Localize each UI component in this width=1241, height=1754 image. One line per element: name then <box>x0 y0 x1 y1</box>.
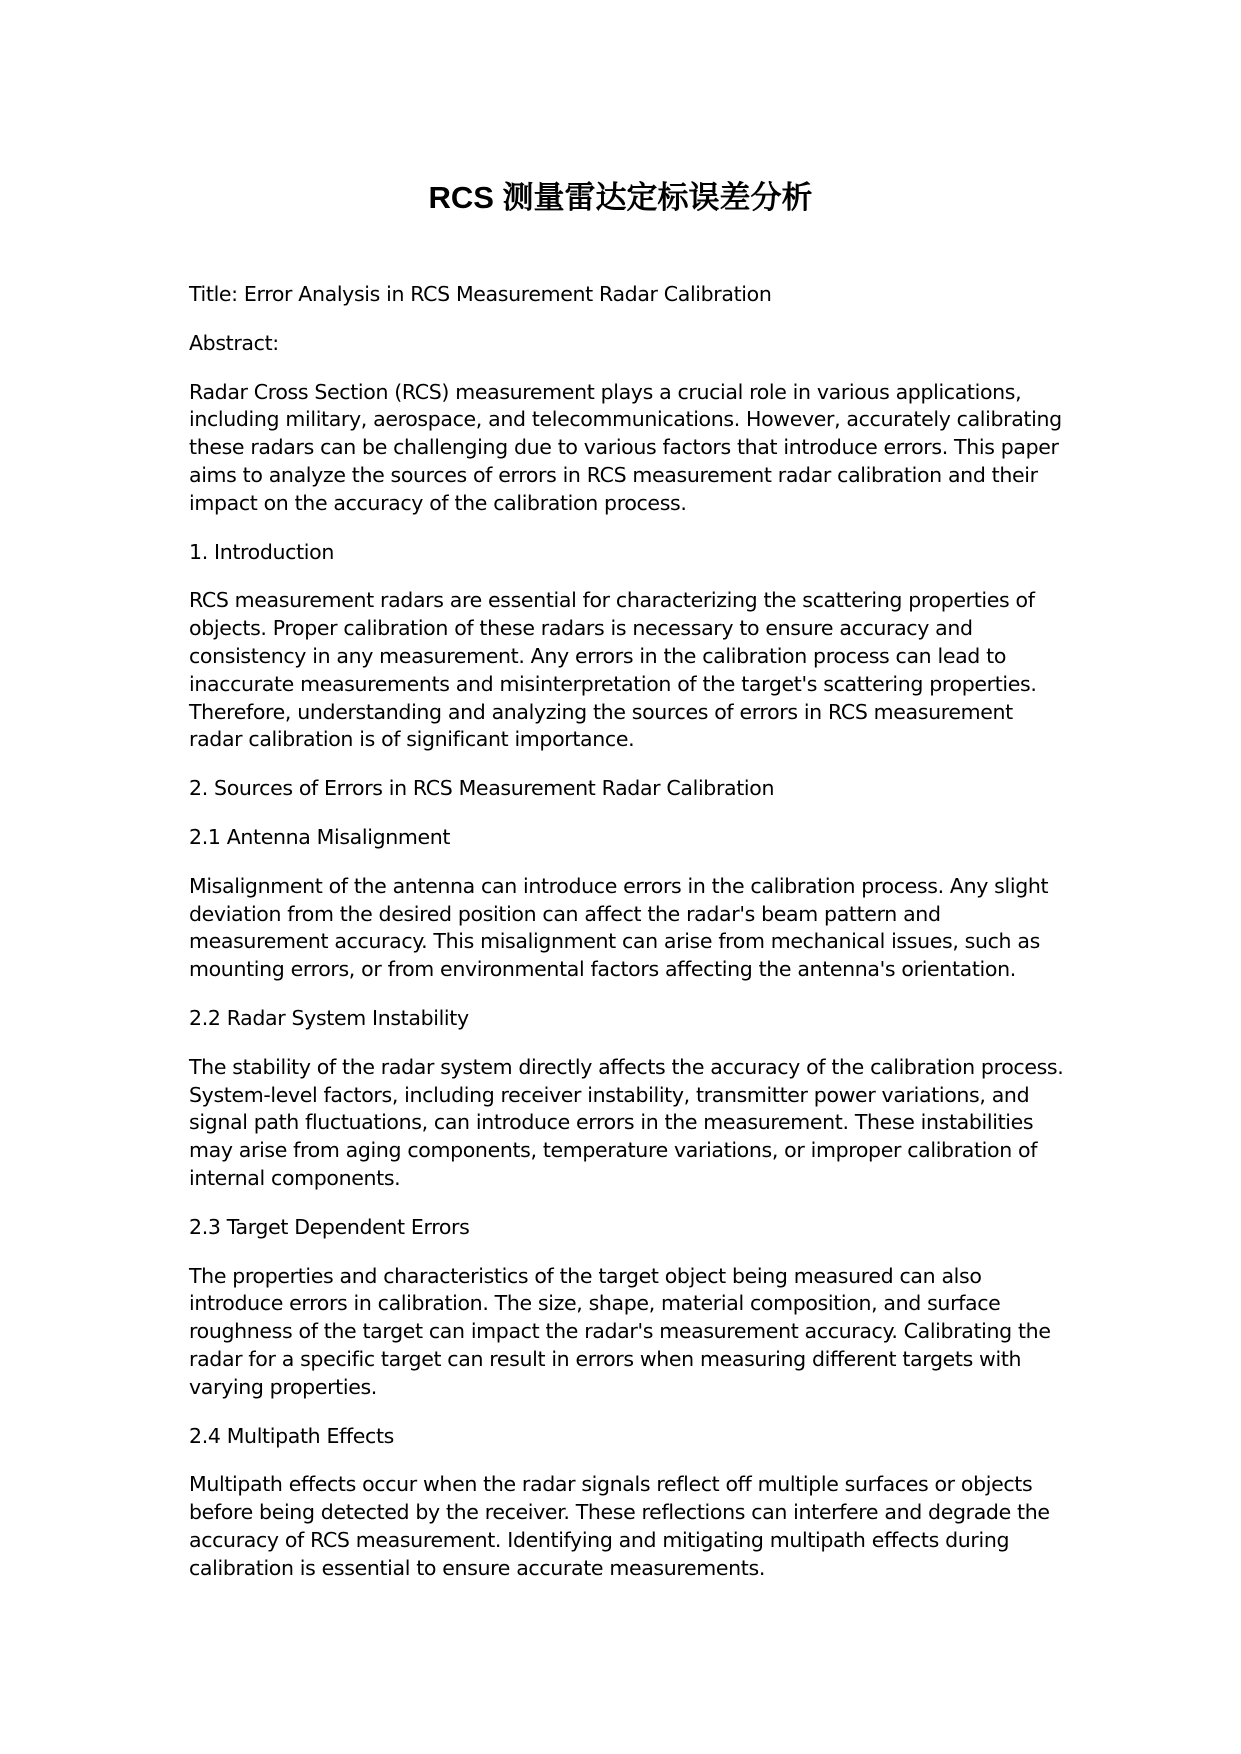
target-dependent-errors-paragraph: The properties and characteristics of the target object being measured can also introduce errors in calibration. The size, shape, material composition, and surface roughness of the target can impact the radar's measurement accuracy. Calibrating the radar for a specific target can result in errors when measuring different targets with varying properties. <box>189 1263 1051 1399</box>
abstract-heading: Abstract: <box>189 330 279 355</box>
title-line: Title: Error Analysis in RCS Measurement Radar Calibration <box>189 282 772 306</box>
radar-system-instability-paragraph: The stability of the radar system directly affects the accuracy of the calibration process. System-level factors, including receiver instability, transmitter power variations, and signal path fluctuations, can introduce errors in the measurement. These instabilities may arise from aging components, temperature variations, or improper calibration of internal components. <box>189 1054 1064 1190</box>
subsection-heading-target-dependent-errors: 2.3 Target Dependent Errors <box>189 1214 470 1239</box>
subsection-heading-radar-system-instability: 2.2 Radar System Instability <box>189 1005 469 1030</box>
introduction-paragraph: RCS measurement radars are essential for characterizing the scattering properties of objects. Proper calibration of these radars is necessary to ensure accuracy and consistency in any measurement. Any errors in the calibration process can lead to inaccurate measurements and misinterpretation of the target's scattering properties. Therefore, understanding and analyzing the sources of errors in RCS measurement radar calibration is of significant importance. <box>189 588 1037 752</box>
section-heading-introduction: 1. Introduction <box>189 539 334 564</box>
abstract-paragraph: Radar Cross Section (RCS) measurement plays a crucial role in various applications, including military, aerospace, and telecommunications. However, accurately calibrating these radars can be challenging due to various factors that introduce errors. This paper aims to analyze the sources of errors in RCS measurement radar calibration and their impact on the accuracy of the calibration process. <box>189 379 1062 515</box>
subsection-heading-multipath-effects: 2.4 Multipath Effects <box>189 1423 394 1448</box>
section-heading-sources-of-errors: 2. Sources of Errors in RCS Measurement Radar Calibration <box>189 776 775 801</box>
subsection-heading-antenna-misalignment: 2.1 Antenna Misalignment <box>189 824 451 849</box>
antenna-misalignment-paragraph: Misalignment of the antenna can introduce errors in the calibration process. Any slight deviation from the desired position can affect the radar's beam pattern and measurement accuracy. This misalignment can arise from mechanical issues, such as mounting errors, or from environmental factors affecting the antenna's orientation. <box>189 873 1049 982</box>
document-body <box>189 281 1069 1603</box>
multipath-effects-paragraph: Multipath effects occur when the radar signals reflect off multiple surfaces or objects before being detected by the receiver. These reflections can interfere and degrade the accuracy of RCS measurement. Identifying and mitigating multipath effects during calibration is essential to ensure accurate measurements. <box>189 1472 1050 1580</box>
document-title: RCS 测量雷达定标误差分析 <box>428 180 813 215</box>
